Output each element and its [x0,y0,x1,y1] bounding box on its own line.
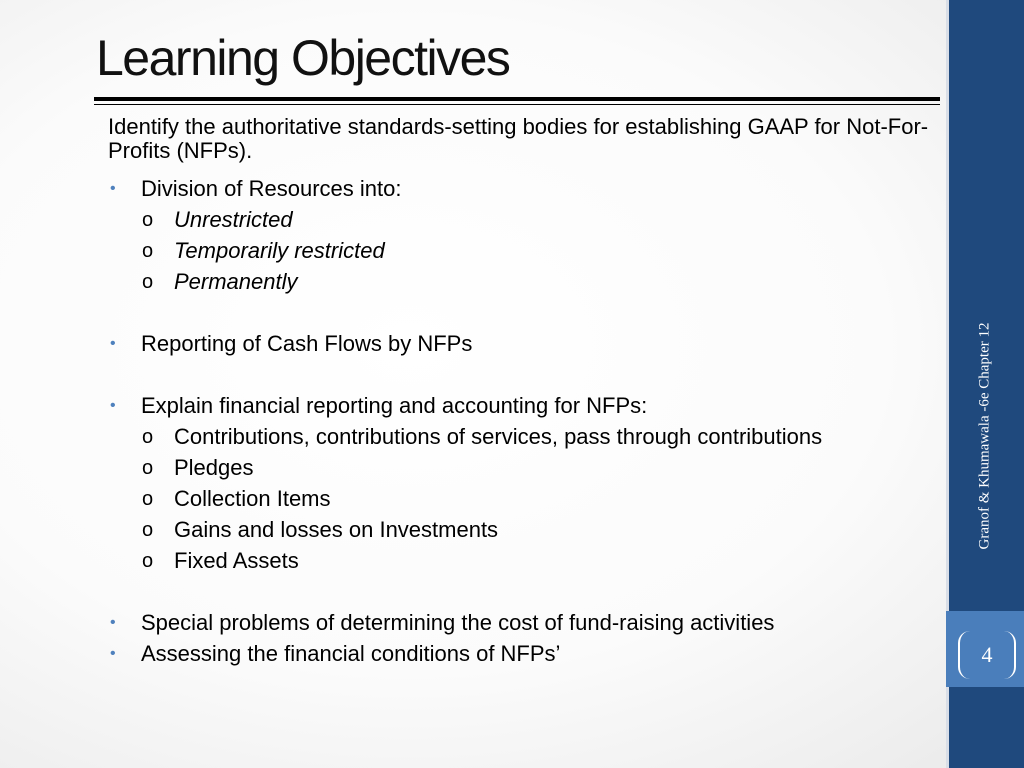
bullet-icon: • [110,397,116,414]
bullet-text: Explain financial reporting and accounting for NFPs: [141,393,648,418]
circle-bullet-icon: o [142,426,154,448]
sub-bullet-text: Contributions, contributions of services, pass through contributions [174,424,823,449]
intro-text: Identify the authoritative standards-setting bodies for establishing GAAP for Not-For-Profits (NFPs). [108,114,929,163]
spacer [108,580,938,611]
sub-bullet-item [108,518,938,542]
spacer [108,363,938,394]
circle-bullet-icon: o [142,240,154,262]
page-number: 4 [981,642,993,667]
sub-bullet-item [108,425,938,449]
sub-bullet-text: Unrestricted [174,207,293,232]
bullet-text: Division of Resources into: [141,176,402,201]
sub-bullet-item [108,456,938,480]
bullet-text: Special problems of determining the cost of fund-raising activities [141,610,775,635]
sub-bullet-text: Fixed Assets [174,548,299,573]
title-underline-thick [94,97,940,101]
bullet-icon: • [110,614,116,631]
sidebar-footer-text: Granof & Khumawala -6e Chapter 12 [976,322,993,550]
bullet-item [108,177,938,201]
sub-bullet-text: Collection Items [174,486,331,511]
circle-bullet-icon: o [142,457,154,479]
bullet-icon: • [110,180,116,197]
circle-bullet-icon: o [142,519,154,541]
bullet-text: Assessing the financial conditions of NFPs’ [141,641,561,666]
sub-bullet-text: Permanently [174,269,298,294]
bullet-item [108,394,938,418]
sub-bullet-text: Gains and losses on Investments [174,517,499,542]
circle-bullet-icon: o [142,209,154,231]
sub-bullet-item [108,239,938,263]
bullet-icon: • [110,645,116,662]
circle-bullet-icon: o [142,550,154,572]
sub-bullet-text: Temporarily restricted [174,238,385,263]
sub-bullet-item [108,487,938,511]
slide-title: Learning Objectives [96,30,510,86]
sub-bullet-item [108,549,938,573]
bullet-icon: • [110,335,116,352]
sub-bullet-text: Pledges [174,455,254,480]
sub-bullet-item [108,208,938,232]
sub-bullet-item [108,270,938,294]
bullet-item [108,642,938,666]
title-underline-thin [94,104,940,105]
spacer [108,301,938,332]
circle-bullet-icon: o [142,271,154,293]
slide-body [108,115,938,673]
bullet-item [108,611,938,635]
circle-bullet-icon: o [142,488,154,510]
bullet-item [108,332,938,356]
bullet-text: Reporting of Cash Flows by NFPs [141,331,473,356]
